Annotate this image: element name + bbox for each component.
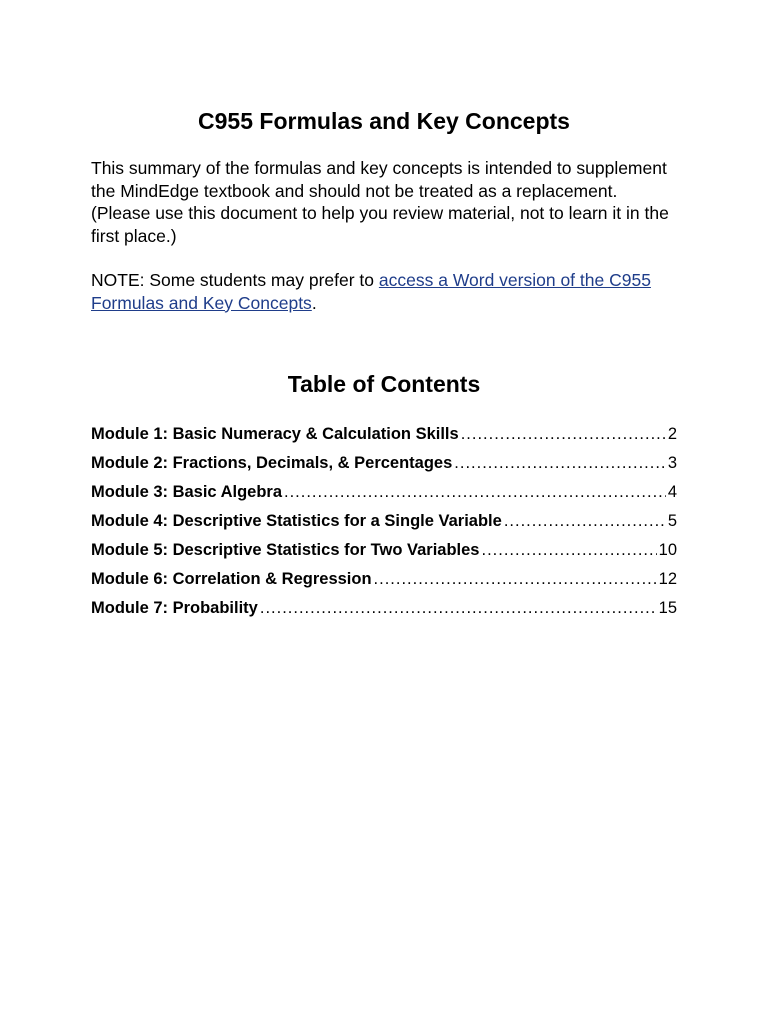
intro-line-2: the MindEdge textbook and should not be treated as a replacement. (91, 180, 618, 201)
intro-paragraph (91, 157, 691, 247)
toc-entry-label: Module 1: Basic Numeracy & Calculation Skills (91, 425, 459, 443)
toc-leader-dots (481, 541, 656, 560)
intro-line-4: first place.) (91, 225, 177, 246)
note-suffix: . (311, 292, 317, 313)
note-prefix: NOTE: Some students may prefer to (91, 270, 379, 290)
toc-entry-page: 5 (667, 512, 677, 530)
document-title: C955 Formulas and Key Concepts (198, 108, 570, 134)
toc-leader-dots (284, 483, 666, 502)
toc-entry-label: Module 5: Descriptive Statistics for Two Variables (91, 541, 480, 559)
toc-entry-page: 2 (667, 425, 677, 443)
intro-line-3: (Please use this document to help you review material, not to learn it in the (91, 203, 669, 223)
toc-leader-dots (461, 425, 666, 444)
toc-entry-label: Module 2: Fractions, Decimals, & Percentages (91, 454, 453, 472)
toc-entry-page: 3 (667, 454, 677, 472)
word-version-link-line-2: Formulas and Key Concepts (91, 292, 312, 313)
toc-entry-module-5[interactable] (91, 541, 677, 570)
toc-leader-dots (454, 454, 666, 473)
toc-entry-page: 4 (667, 483, 677, 501)
toc-entry-page: 15 (658, 599, 677, 617)
toc-leader-dots (260, 599, 657, 618)
toc-leader-dots (504, 512, 666, 531)
toc-entry-module-2[interactable] (91, 454, 677, 483)
toc-entry-module-6[interactable] (91, 570, 677, 599)
toc-entry-page: 12 (658, 570, 677, 588)
toc-entry-module-7[interactable] (91, 599, 677, 628)
toc-title: Table of Contents (287, 371, 481, 397)
toc-entry-label: Module 4: Descriptive Statistics for a Single Variable (91, 512, 502, 530)
toc-entry-page: 10 (658, 541, 677, 559)
intro-line-1: This summary of the formulas and key concepts is intended to supplement (91, 158, 667, 178)
note-paragraph (91, 269, 691, 314)
word-version-link-line-1: access a Word version of the C955 (378, 270, 651, 290)
toc-entry-module-1[interactable] (91, 425, 677, 454)
toc-entry-label: Module 3: Basic Algebra (91, 483, 283, 501)
table-of-contents (91, 425, 677, 628)
toc-entry-module-3[interactable] (91, 483, 677, 512)
toc-entry-label: Module 7: Probability (91, 599, 258, 617)
toc-entry-label: Module 6: Correlation & Regression (91, 570, 372, 588)
toc-leader-dots (374, 570, 657, 589)
toc-entry-module-4[interactable] (91, 512, 677, 541)
